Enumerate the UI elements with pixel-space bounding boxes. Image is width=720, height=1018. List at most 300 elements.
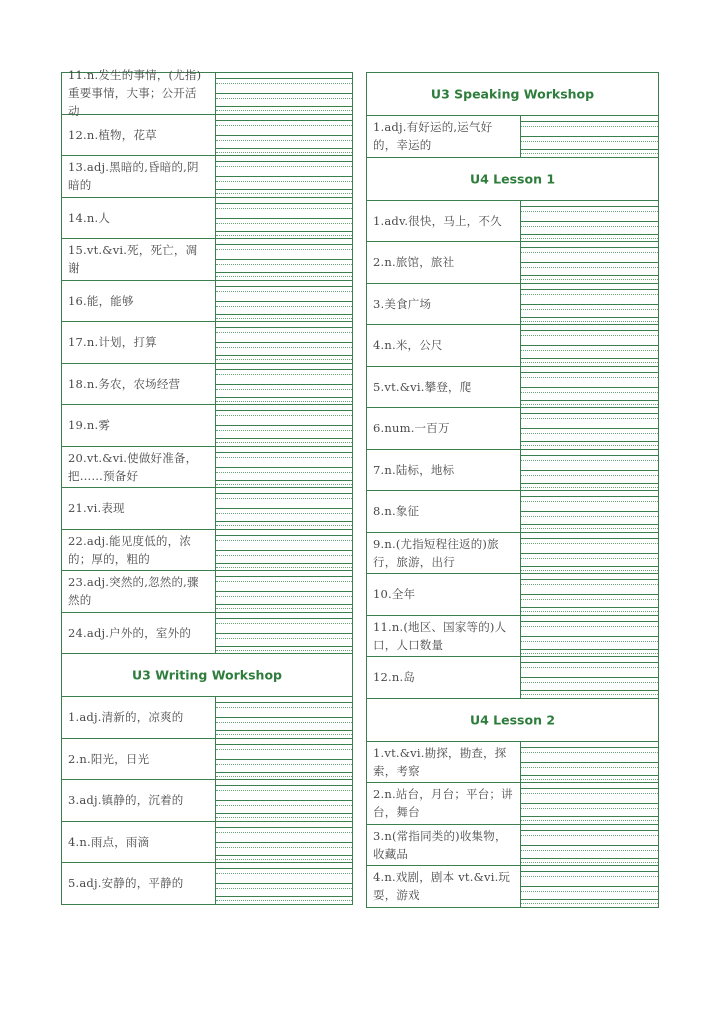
dotted-guide-line <box>216 235 352 236</box>
guide-line <box>216 342 352 343</box>
vocab-definition: 4.n.雨点，雨滴 <box>68 834 150 849</box>
guide-line <box>216 218 352 219</box>
answer-writing-lines[interactable] <box>215 405 352 446</box>
section-heading: U4 Lesson 2 <box>469 712 556 727</box>
vocab-row <box>61 571 353 613</box>
guide-line <box>216 868 352 869</box>
guide-line <box>216 120 352 121</box>
dotted-guide-line <box>216 749 352 750</box>
guide-line <box>521 636 658 637</box>
answer-writing-lines[interactable] <box>215 780 352 821</box>
guide-line <box>521 579 658 580</box>
dotted-guide-line <box>521 404 658 405</box>
answer-writing-lines[interactable] <box>215 73 352 114</box>
guide-line <box>216 203 352 204</box>
answer-writing-lines[interactable] <box>520 742 658 783</box>
guide-line <box>216 272 352 273</box>
guide-line <box>521 762 658 763</box>
guide-line <box>216 369 352 370</box>
vocab-row <box>366 742 659 784</box>
dotted-guide-line <box>521 543 658 544</box>
dotted-guide-line <box>521 752 658 753</box>
vocab-definition: 3.adj.镇静的，沉着的 <box>68 793 184 808</box>
dotted-guide-line <box>521 460 658 461</box>
answer-writing-lines[interactable] <box>215 697 352 738</box>
guide-line <box>521 511 658 512</box>
vocab-definition: 11.n.(地区、国家等的)人口，人口数量 <box>373 619 507 652</box>
dotted-guide-line <box>216 847 352 848</box>
guide-line <box>521 317 658 318</box>
dotted-guide-line <box>521 335 658 336</box>
vocab-definition: 5.vt.&vi.攀登，爬 <box>373 379 472 394</box>
dotted-guide-line <box>521 487 658 488</box>
guide-line <box>216 744 352 745</box>
vocab-definition: 12.n.岛 <box>373 670 416 685</box>
answer-writing-lines[interactable] <box>520 408 658 449</box>
vocab-row <box>61 780 353 822</box>
dotted-guide-line <box>521 694 658 695</box>
vocab-row <box>61 68 353 119</box>
dotted-guide-line <box>216 457 352 458</box>
dotted-guide-line <box>521 835 658 836</box>
guide-line <box>216 189 352 190</box>
vocab-definition: 9.n.(尤指短程往返的)旅行，旅游，出行 <box>373 536 499 569</box>
dotted-guide-line <box>216 442 352 443</box>
guide-line <box>521 566 658 567</box>
guide-line <box>521 372 658 373</box>
dotted-guide-line <box>521 321 658 322</box>
answer-writing-lines[interactable] <box>520 201 658 242</box>
vocab-definition: 4.n.戏剧，剧本 vt.&vi.玩耍，游戏 <box>373 870 511 903</box>
dotted-guide-line <box>521 862 658 863</box>
answer-writing-lines[interactable] <box>520 284 658 325</box>
guide-line <box>216 231 352 232</box>
guide-line <box>521 871 658 872</box>
guide-line <box>521 649 658 650</box>
answer-writing-lines[interactable] <box>215 156 352 197</box>
dotted-guide-line <box>216 498 352 499</box>
dotted-guide-line <box>521 653 658 654</box>
guide-line <box>521 662 658 663</box>
guide-line <box>216 493 352 494</box>
dotted-guide-line <box>216 223 352 224</box>
dotted-guide-line <box>216 389 352 390</box>
guide-line <box>216 384 352 385</box>
dotted-guide-line <box>216 581 352 582</box>
guide-line <box>521 330 658 331</box>
guide-line <box>521 899 658 900</box>
dotted-guide-line <box>216 900 352 901</box>
section-header-u4-lesson-2 <box>366 699 659 742</box>
guide-line <box>521 247 658 248</box>
dotted-guide-line <box>521 475 658 476</box>
guide-line <box>216 148 352 149</box>
guide-line <box>521 747 658 748</box>
dotted-guide-line <box>521 226 658 227</box>
guide-line <box>521 677 658 678</box>
vocab-definition: 10.全年 <box>373 587 416 602</box>
guide-line <box>521 136 658 137</box>
guide-line <box>216 550 352 551</box>
answer-writing-lines[interactable] <box>215 447 352 488</box>
guide-line <box>521 289 658 290</box>
guide-line <box>216 467 352 468</box>
guide-line <box>521 221 658 222</box>
guide-line <box>216 135 352 136</box>
dotted-guide-line <box>521 153 658 154</box>
guide-line <box>216 452 352 453</box>
vocab-row <box>61 863 353 905</box>
guide-line <box>521 275 658 276</box>
dotted-guide-line <box>216 208 352 209</box>
dotted-guide-line <box>216 83 352 84</box>
vocab-definition: 23.adj.突然的,忽然的,骤然的 <box>68 575 199 608</box>
dotted-guide-line <box>216 332 352 333</box>
vocab-row <box>61 697 353 739</box>
dotted-guide-line <box>216 166 352 167</box>
guide-line <box>521 816 658 817</box>
guide-line <box>521 428 658 429</box>
vocab-row <box>366 450 659 492</box>
guide-line <box>521 483 658 484</box>
answer-writing-lines[interactable] <box>215 364 352 405</box>
vocab-definition: 5.adj.安静的，平静的 <box>68 876 184 891</box>
dotted-guide-line <box>521 126 658 127</box>
dotted-guide-line <box>521 279 658 280</box>
answer-writing-lines[interactable] <box>520 866 658 907</box>
answer-writing-lines[interactable] <box>215 863 352 904</box>
dotted-guide-line <box>216 374 352 375</box>
answer-writing-lines[interactable] <box>215 239 352 280</box>
section-heading: U3 Speaking Workshop <box>430 86 595 102</box>
dotted-guide-line <box>216 707 352 708</box>
guide-line <box>216 355 352 356</box>
guide-line <box>521 121 658 122</box>
dotted-guide-line <box>521 808 658 809</box>
answer-writing-lines[interactable] <box>520 574 658 615</box>
answer-writing-lines[interactable] <box>520 325 658 366</box>
guide-line <box>216 161 352 162</box>
dotted-guide-line <box>521 294 658 295</box>
vocab-row <box>61 322 353 364</box>
dotted-guide-line <box>521 309 658 310</box>
guide-line <box>216 438 352 439</box>
vocab-row <box>366 325 659 367</box>
dotted-guide-line <box>521 362 658 363</box>
vocab-row <box>366 116 659 158</box>
guide-line <box>216 78 352 79</box>
dotted-guide-line <box>216 805 352 806</box>
vocab-definition: 2.n.旅馆，旅社 <box>373 255 455 270</box>
answer-writing-lines[interactable] <box>520 491 658 532</box>
guide-line <box>521 262 658 263</box>
vocab-definition: 1.adj.清新的，凉爽的 <box>68 710 184 725</box>
dotted-guide-line <box>521 667 658 668</box>
guide-line <box>216 702 352 703</box>
guide-line <box>521 455 658 456</box>
vocab-definition: 8.n.象征 <box>373 504 420 519</box>
dotted-guide-line <box>216 193 352 194</box>
vocab-row <box>61 198 353 240</box>
dotted-guide-line <box>521 626 658 627</box>
dotted-guide-line <box>216 555 352 556</box>
guide-line <box>216 604 352 605</box>
vocab-row <box>61 281 353 323</box>
guide-line <box>216 759 352 760</box>
vocab-row <box>366 866 659 908</box>
vocab-row <box>366 284 659 326</box>
guide-line <box>521 441 658 442</box>
vocab-row <box>61 156 353 198</box>
guide-line <box>216 106 352 107</box>
dotted-guide-line <box>521 433 658 434</box>
vocab-row <box>366 408 659 450</box>
dotted-guide-line <box>521 418 658 419</box>
answer-writing-lines[interactable] <box>215 281 352 322</box>
guide-line <box>216 244 352 245</box>
guide-line <box>216 633 352 634</box>
dotted-guide-line <box>216 291 352 292</box>
vocab-definition: 15.vt.&vi.死，死亡，凋谢 <box>68 243 198 276</box>
answer-writing-lines[interactable] <box>215 822 352 863</box>
vocab-row <box>61 822 353 864</box>
guide-line <box>521 803 658 804</box>
guide-line <box>216 717 352 718</box>
dotted-guide-line <box>216 567 352 568</box>
dotted-guide-line <box>521 558 658 559</box>
dotted-guide-line <box>521 211 658 212</box>
guide-line <box>216 286 352 287</box>
guide-line <box>216 883 352 884</box>
guide-line <box>216 410 352 411</box>
vocab-row <box>366 491 659 533</box>
dotted-guide-line <box>521 682 658 683</box>
guide-line <box>216 646 352 647</box>
vocab-definition: 19.n.雾 <box>68 418 111 433</box>
vocab-definition: 13.adj.黑暗的,昏暗的,阴暗的 <box>68 160 199 193</box>
section-heading: U3 Writing Workshop <box>132 667 282 683</box>
dotted-guide-line <box>521 903 658 904</box>
vocab-definition: 20.vt.&vi.使做好准备，把……预备好 <box>68 450 198 483</box>
answer-writing-lines[interactable] <box>520 533 658 574</box>
dotted-guide-line <box>521 445 658 446</box>
dotted-guide-line <box>521 779 658 780</box>
dotted-guide-line <box>521 876 658 877</box>
vocab-row <box>366 367 659 409</box>
vocab-row <box>61 488 353 530</box>
guide-line <box>521 690 658 691</box>
guide-line <box>521 830 658 831</box>
dotted-guide-line <box>521 377 658 378</box>
dotted-guide-line <box>216 623 352 624</box>
guide-line <box>216 563 352 564</box>
dotted-guide-line <box>216 873 352 874</box>
guide-line <box>521 845 658 846</box>
answer-writing-lines[interactable] <box>215 322 352 363</box>
dotted-guide-line <box>521 141 658 142</box>
guide-line <box>216 618 352 619</box>
guide-line <box>216 521 352 522</box>
guide-line <box>521 387 658 388</box>
guide-line <box>521 234 658 235</box>
vocab-definition: 1.vt.&vi.勘探，勘查，探索，考察 <box>373 745 507 778</box>
vocab-row <box>366 825 659 867</box>
dotted-guide-line <box>216 98 352 99</box>
answer-writing-lines[interactable] <box>215 613 352 654</box>
answer-writing-lines[interactable] <box>520 367 658 408</box>
dotted-guide-line <box>216 817 352 818</box>
answer-writing-lines[interactable] <box>215 571 352 612</box>
answer-writing-lines[interactable] <box>520 616 658 657</box>
vocab-definition: 3.美食广场 <box>373 296 432 311</box>
vocab-row <box>366 242 659 284</box>
guide-line <box>521 206 658 207</box>
dotted-guide-line <box>216 152 352 153</box>
vocab-row <box>366 657 659 699</box>
guide-line <box>521 886 658 887</box>
vocab-row <box>366 574 659 616</box>
dotted-guide-line <box>216 430 352 431</box>
vocab-definition: 18.n.务农，农场经营 <box>68 376 181 391</box>
guide-line <box>521 345 658 346</box>
vocab-definition: 16.能，能够 <box>68 293 134 308</box>
section-header-u4-lesson-1 <box>366 158 659 201</box>
vocab-definition: 21.vi.表现 <box>68 501 125 516</box>
guide-line <box>521 400 658 401</box>
guide-line <box>216 301 352 302</box>
guide-line <box>521 413 658 414</box>
dotted-guide-line <box>216 525 352 526</box>
dotted-guide-line <box>216 472 352 473</box>
guide-line <box>216 176 352 177</box>
vocab-row <box>61 239 353 281</box>
dotted-guide-line <box>521 641 658 642</box>
section-header-u3-speaking-workshop <box>366 73 659 116</box>
dotted-guide-line <box>521 501 658 502</box>
vocab-definition: 6.num.一百万 <box>373 421 450 436</box>
dotted-guide-line <box>521 392 658 393</box>
dotted-guide-line <box>521 584 658 585</box>
guide-line <box>216 813 352 814</box>
dotted-guide-line <box>521 350 658 351</box>
guide-line <box>521 524 658 525</box>
guide-line <box>216 535 352 536</box>
dotted-guide-line <box>216 276 352 277</box>
answer-writing-lines[interactable] <box>520 116 658 157</box>
dotted-guide-line <box>521 850 658 851</box>
guide-line <box>216 855 352 856</box>
guide-line <box>521 607 658 608</box>
guide-line <box>216 93 352 94</box>
guide-line <box>216 896 352 897</box>
vocab-definition: 1.adj.有好运的,运气好的，幸运的 <box>373 120 493 153</box>
guide-line <box>216 425 352 426</box>
guide-line <box>216 842 352 843</box>
vocab-definition: 1.adv.很快，马上，不久 <box>373 213 502 228</box>
answer-writing-lines[interactable] <box>520 657 658 698</box>
guide-line <box>521 788 658 789</box>
section-heading: U4 Lesson 1 <box>469 171 556 186</box>
dotted-guide-line <box>521 891 658 892</box>
dotted-guide-line <box>216 722 352 723</box>
answer-writing-lines[interactable] <box>520 242 658 283</box>
guide-line <box>521 149 658 150</box>
dotted-guide-line <box>521 599 658 600</box>
vocab-definition: 12.n.植物，花草 <box>68 127 157 142</box>
guide-line <box>521 594 658 595</box>
answer-writing-lines[interactable] <box>215 739 352 780</box>
guide-line <box>521 538 658 539</box>
dotted-guide-line <box>216 859 352 860</box>
vocab-definition: 3.n(常指同类的)收集物，收藏品 <box>373 828 507 861</box>
answer-writing-lines[interactable] <box>215 115 352 156</box>
guide-line <box>521 553 658 554</box>
dotted-guide-line <box>216 764 352 765</box>
guide-line <box>521 470 658 471</box>
guide-line <box>216 576 352 577</box>
guide-line <box>216 327 352 328</box>
dotted-guide-line <box>521 516 658 517</box>
guide-line <box>216 591 352 592</box>
guide-line <box>216 730 352 731</box>
vocab-row <box>366 201 659 243</box>
dotted-guide-line <box>216 249 352 250</box>
answer-writing-lines[interactable] <box>215 488 352 529</box>
guide-line <box>521 496 658 497</box>
dotted-guide-line <box>216 318 352 319</box>
dotted-guide-line <box>521 820 658 821</box>
dotted-guide-line <box>216 415 352 416</box>
section-header-u3-writing-workshop <box>61 654 353 697</box>
vocab-row <box>61 364 353 406</box>
guide-line <box>216 314 352 315</box>
guide-line <box>521 358 658 359</box>
dotted-guide-line <box>216 110 352 111</box>
dotted-guide-line <box>216 638 352 639</box>
dotted-guide-line <box>521 767 658 768</box>
dotted-guide-line <box>521 611 658 612</box>
vocab-definition: 7.n.陆标，地标 <box>373 462 455 477</box>
dotted-guide-line <box>216 734 352 735</box>
dotted-guide-line <box>216 650 352 651</box>
dotted-guide-line <box>521 570 658 571</box>
guide-line <box>216 800 352 801</box>
dotted-guide-line <box>216 888 352 889</box>
dotted-guide-line <box>216 832 352 833</box>
vocab-row <box>61 405 353 447</box>
vocab-definition: 11.n.发生的事情，(尤指)重要事情，大事；公开活动 <box>68 68 202 119</box>
guide-line <box>216 772 352 773</box>
dotted-guide-line <box>216 513 352 514</box>
vocab-definition: 17.n.计划，打算 <box>68 335 157 350</box>
right-vocabulary-column <box>366 72 659 908</box>
answer-writing-lines[interactable] <box>520 450 658 491</box>
dotted-guide-line <box>521 252 658 253</box>
answer-writing-lines[interactable] <box>520 825 658 866</box>
guide-line <box>216 397 352 398</box>
vocab-row <box>61 739 353 781</box>
dotted-guide-line <box>216 608 352 609</box>
dotted-guide-line <box>216 401 352 402</box>
guide-line <box>216 480 352 481</box>
answer-writing-lines[interactable] <box>520 783 658 824</box>
vocab-definition: 14.n.人 <box>68 210 111 225</box>
guide-line <box>521 304 658 305</box>
vocab-row <box>61 447 353 489</box>
answer-writing-lines[interactable] <box>215 198 352 239</box>
answer-writing-lines[interactable] <box>215 530 352 571</box>
guide-line <box>216 259 352 260</box>
